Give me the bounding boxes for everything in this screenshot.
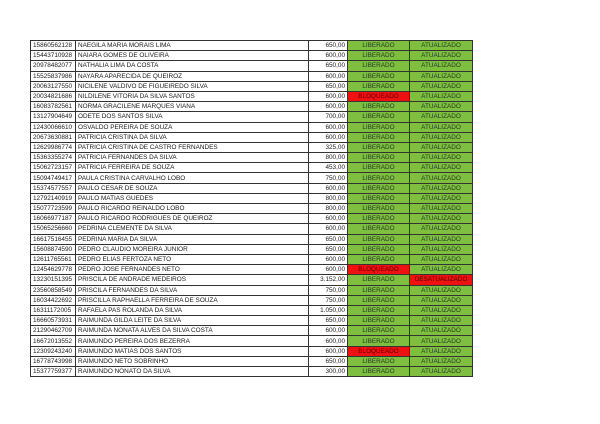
- table-row: [31, 132, 473, 142]
- name-cell[interactable]: NICILENE VALDIVO DE FIGUEIREDO SILVA: [76, 81, 309, 91]
- value-cell[interactable]: 650,00: [309, 81, 348, 91]
- status-cell[interactable]: LIBERADO: [348, 356, 410, 366]
- cpf-cell[interactable]: 15077723599: [31, 204, 76, 214]
- cpf-cell[interactable]: 13230151395: [31, 275, 76, 285]
- value-cell[interactable]: 600,00: [309, 183, 348, 193]
- update-cell[interactable]: ATUALIZADO: [410, 214, 473, 224]
- value-cell[interactable]: 800,00: [309, 204, 348, 214]
- cpf-cell[interactable]: 13127904649: [31, 112, 76, 122]
- status-cell[interactable]: LIBERADO: [348, 173, 410, 183]
- value-cell[interactable]: 453,00: [309, 163, 348, 173]
- table-row: [31, 224, 473, 234]
- name-cell[interactable]: PRISCILLA RAPHAELLA FERREIRA DE SOUZA: [76, 295, 309, 305]
- name-cell[interactable]: PAULO MATIAS GUEDES: [76, 193, 309, 203]
- table-row: [31, 316, 473, 326]
- table-row: [31, 112, 473, 122]
- table-row: [31, 244, 473, 254]
- cpf-cell[interactable]: 15062723157: [31, 163, 76, 173]
- table-row: [31, 326, 473, 336]
- cpf-cell[interactable]: 15608874590: [31, 244, 76, 254]
- update-cell[interactable]: ATUALIZADO: [410, 132, 473, 142]
- update-cell[interactable]: ATUALIZADO: [410, 336, 473, 346]
- update-cell[interactable]: ATUALIZADO: [410, 163, 473, 173]
- value-cell[interactable]: 600,00: [309, 336, 348, 346]
- status-cell[interactable]: LIBERADO: [348, 193, 410, 203]
- value-cell[interactable]: 600,00: [309, 102, 348, 112]
- name-cell[interactable]: PEDRINA MARIA DA SILVA: [76, 234, 309, 244]
- update-cell[interactable]: ATUALIZADO: [410, 142, 473, 152]
- name-cell[interactable]: NILDILENE VITORIA DA SILVA SANTOS: [76, 91, 309, 101]
- update-cell[interactable]: ATUALIZADO: [410, 122, 473, 132]
- name-cell[interactable]: RAIMUNDA GILDA LEITE DA SILVA: [76, 316, 309, 326]
- table-row: [31, 41, 473, 51]
- value-cell[interactable]: 650,00: [309, 61, 348, 71]
- value-cell[interactable]: 600,00: [309, 91, 348, 101]
- value-cell[interactable]: 650,00: [309, 316, 348, 326]
- status-cell[interactable]: BLOQUEADO: [348, 346, 410, 356]
- value-cell[interactable]: 600,00: [309, 214, 348, 224]
- update-cell[interactable]: ATUALIZADO: [410, 224, 473, 234]
- update-cell[interactable]: ATUALIZADO: [410, 265, 473, 275]
- status-cell[interactable]: LIBERADO: [348, 132, 410, 142]
- update-cell[interactable]: ATUALIZADO: [410, 295, 473, 305]
- status-cell[interactable]: LIBERADO: [348, 204, 410, 214]
- cpf-cell[interactable]: 21290462709: [31, 326, 76, 336]
- status-cell[interactable]: LIBERADO: [348, 326, 410, 336]
- table-row: [31, 71, 473, 81]
- table-row: [31, 163, 473, 173]
- cpf-cell[interactable]: 12611765561: [31, 254, 76, 264]
- cpf-cell[interactable]: 20978482077: [31, 61, 76, 71]
- cpf-cell[interactable]: 16311172005: [31, 305, 76, 315]
- value-cell[interactable]: 650,00: [309, 234, 348, 244]
- cpf-cell[interactable]: 15363355274: [31, 153, 76, 163]
- name-cell[interactable]: PATRICIA CRISTINA DE CASTRO FERNANDES: [76, 142, 309, 152]
- update-cell[interactable]: ATUALIZADO: [410, 173, 473, 183]
- value-cell[interactable]: 650,00: [309, 244, 348, 254]
- name-cell[interactable]: PAULO RICARDO RODRIGUES DE QUEIROZ: [76, 214, 309, 224]
- update-cell[interactable]: ATUALIZADO: [410, 41, 473, 51]
- update-cell[interactable]: ATUALIZADO: [410, 51, 473, 61]
- cpf-cell[interactable]: 15860562128: [31, 41, 76, 51]
- table-body: [31, 41, 473, 377]
- cpf-cell[interactable]: 12309243240: [31, 346, 76, 356]
- value-cell[interactable]: 325,00: [309, 142, 348, 152]
- name-cell[interactable]: PEDRO CLAUDIO MOREIRA JUNIOR: [76, 244, 309, 254]
- value-cell[interactable]: 600,00: [309, 51, 348, 61]
- table-row: [31, 81, 473, 91]
- name-cell[interactable]: NAIARA GOMES DE OLIVEIRA: [76, 51, 309, 61]
- update-cell[interactable]: ATUALIZADO: [410, 244, 473, 254]
- name-cell[interactable]: PEDRO ELIAS FERTOZA NETO: [76, 254, 309, 264]
- cpf-cell[interactable]: 12792140919: [31, 193, 76, 203]
- cpf-cell[interactable]: 20034821686: [31, 91, 76, 101]
- value-cell[interactable]: 750,00: [309, 173, 348, 183]
- cpf-cell[interactable]: 15094749417: [31, 173, 76, 183]
- value-cell[interactable]: 700,00: [309, 112, 348, 122]
- status-cell[interactable]: LIBERADO: [348, 336, 410, 346]
- update-cell[interactable]: ATUALIZADO: [410, 81, 473, 91]
- value-cell[interactable]: 750,00: [309, 295, 348, 305]
- update-cell[interactable]: ATUALIZADO: [410, 285, 473, 295]
- name-cell[interactable]: PAULA CRISTINA CARVALHO LOBO: [76, 173, 309, 183]
- update-cell[interactable]: ATUALIZADO: [410, 183, 473, 193]
- update-cell[interactable]: ATUALIZADO: [410, 367, 473, 377]
- cpf-cell[interactable]: 16672013552: [31, 336, 76, 346]
- cpf-cell[interactable]: 16660573931: [31, 316, 76, 326]
- cpf-cell[interactable]: 20063127550: [31, 81, 76, 91]
- value-cell[interactable]: 600,00: [309, 346, 348, 356]
- update-cell[interactable]: ATUALIZADO: [410, 326, 473, 336]
- name-cell[interactable]: RAFAELA PAS ROLANDA DA SILVA: [76, 305, 309, 315]
- update-cell[interactable]: ATUALIZADO: [410, 356, 473, 366]
- status-cell[interactable]: LIBERADO: [348, 153, 410, 163]
- cpf-cell[interactable]: 23560858549: [31, 285, 76, 295]
- table-row: [31, 142, 473, 152]
- cpf-cell[interactable]: 16778743998: [31, 356, 76, 366]
- table-row: [31, 51, 473, 61]
- status-cell[interactable]: LIBERADO: [348, 214, 410, 224]
- name-cell[interactable]: RAIMUNDO NONATO DA SILVA: [76, 367, 309, 377]
- cpf-cell[interactable]: 15374577557: [31, 183, 76, 193]
- table-row: [31, 285, 473, 295]
- table-row: [31, 61, 473, 71]
- cpf-cell[interactable]: 15525837986: [31, 71, 76, 81]
- status-cell[interactable]: LIBERADO: [348, 112, 410, 122]
- update-cell[interactable]: ATUALIZADO: [410, 91, 473, 101]
- status-cell[interactable]: LIBERADO: [348, 224, 410, 234]
- value-cell[interactable]: 650,00: [309, 41, 348, 51]
- update-cell[interactable]: ATUALIZADO: [410, 102, 473, 112]
- table-row: [31, 153, 473, 163]
- table-row: [31, 346, 473, 356]
- status-cell[interactable]: LIBERADO: [348, 122, 410, 132]
- table-row: [31, 193, 473, 203]
- value-cell[interactable]: 750,00: [309, 285, 348, 295]
- value-cell[interactable]: 300,00: [309, 367, 348, 377]
- cpf-cell[interactable]: 12454629778: [31, 265, 76, 275]
- name-cell[interactable]: PEDRINA CLEMENTE DA SILVA: [76, 224, 309, 234]
- table-row: [31, 91, 473, 101]
- table-row: [31, 367, 473, 377]
- name-cell[interactable]: PRISCILA DE ANDRADE MEDEIROS: [76, 275, 309, 285]
- value-cell[interactable]: 600,00: [309, 326, 348, 336]
- value-cell[interactable]: 3.152,00: [309, 275, 348, 285]
- status-cell[interactable]: LIBERADO: [348, 295, 410, 305]
- table-row: [31, 214, 473, 224]
- table-row: [31, 305, 473, 315]
- name-cell[interactable]: RAIMUNDO NETO SOBRINHO: [76, 356, 309, 366]
- name-cell[interactable]: PATRICIA FERNANDES DA SILVA: [76, 153, 309, 163]
- table-row: [31, 265, 473, 275]
- name-cell[interactable]: ODETE DOS SANTOS SILVA: [76, 112, 309, 122]
- status-cell[interactable]: LIBERADO: [348, 244, 410, 254]
- status-cell[interactable]: LIBERADO: [348, 71, 410, 81]
- update-cell[interactable]: ATUALIZADO: [410, 61, 473, 71]
- spreadsheet-table: [30, 40, 473, 377]
- cpf-cell[interactable]: 12430066610: [31, 122, 76, 132]
- name-cell[interactable]: PATRICIA CRISTINA DA SILVA: [76, 132, 309, 142]
- status-cell[interactable]: LIBERADO: [348, 142, 410, 152]
- table-row: [31, 295, 473, 305]
- status-cell[interactable]: BLOQUEADO: [348, 265, 410, 275]
- table-row: [31, 183, 473, 193]
- status-cell[interactable]: LIBERADO: [348, 367, 410, 377]
- value-cell[interactable]: 650,00: [309, 356, 348, 366]
- name-cell[interactable]: NAEGILA MARIA MORAIS LIMA: [76, 41, 309, 51]
- status-cell[interactable]: LIBERADO: [348, 305, 410, 315]
- table-row: [31, 336, 473, 346]
- update-cell[interactable]: ATUALIZADO: [410, 204, 473, 214]
- status-cell[interactable]: LIBERADO: [348, 316, 410, 326]
- update-cell[interactable]: ATUALIZADO: [410, 305, 473, 315]
- name-cell[interactable]: RAIMUNDA NONATA ALVES DA SILVA COSTA: [76, 326, 309, 336]
- update-cell[interactable]: ATUALIZADO: [410, 193, 473, 203]
- status-cell[interactable]: LIBERADO: [348, 254, 410, 264]
- table-row: [31, 356, 473, 366]
- value-cell[interactable]: 600,00: [309, 122, 348, 132]
- value-cell[interactable]: 600,00: [309, 254, 348, 264]
- name-cell[interactable]: RAIMUNDO MATIAS DOS SANTOS: [76, 346, 309, 356]
- table-row: [31, 275, 473, 285]
- status-cell[interactable]: LIBERADO: [348, 61, 410, 71]
- status-cell[interactable]: LIBERADO: [348, 234, 410, 244]
- cpf-cell[interactable]: 16066977187: [31, 214, 76, 224]
- update-cell[interactable]: ATUALIZADO: [410, 316, 473, 326]
- value-cell[interactable]: 600,00: [309, 224, 348, 234]
- cpf-cell[interactable]: 16034422692: [31, 295, 76, 305]
- status-cell[interactable]: LIBERADO: [348, 102, 410, 112]
- table-row: [31, 173, 473, 183]
- status-cell[interactable]: LIBERADO: [348, 285, 410, 295]
- status-cell[interactable]: LIBERADO: [348, 81, 410, 91]
- update-cell[interactable]: ATUALIZADO: [410, 234, 473, 244]
- table-row: [31, 102, 473, 112]
- status-cell[interactable]: BLOQUEADO: [348, 91, 410, 101]
- table-row: [31, 122, 473, 132]
- name-cell[interactable]: PAULO RICARDO REINALDO LOBO: [76, 204, 309, 214]
- value-cell[interactable]: 600,00: [309, 132, 348, 142]
- value-cell[interactable]: 600,00: [309, 71, 348, 81]
- table-row: [31, 254, 473, 264]
- status-cell[interactable]: LIBERADO: [348, 41, 410, 51]
- status-cell[interactable]: LIBERADO: [348, 275, 410, 285]
- name-cell[interactable]: PAULO CESAR DE SOUZA: [76, 183, 309, 193]
- update-cell[interactable]: ATUALIZADO: [410, 112, 473, 122]
- value-cell[interactable]: 1.050,00: [309, 305, 348, 315]
- value-cell[interactable]: 800,00: [309, 153, 348, 163]
- update-cell[interactable]: ATUALIZADO: [410, 254, 473, 264]
- name-cell[interactable]: NAYARA APARECIDA DE QUEIROZ: [76, 71, 309, 81]
- cpf-cell[interactable]: 15443710928: [31, 51, 76, 61]
- cpf-cell[interactable]: 12629986774: [31, 142, 76, 152]
- value-cell[interactable]: 600,00: [309, 265, 348, 275]
- name-cell[interactable]: RAIMUNDO PEREIRA DOS BEZERRA: [76, 336, 309, 346]
- table-row: [31, 234, 473, 244]
- cpf-cell[interactable]: 16617516455: [31, 234, 76, 244]
- name-cell[interactable]: OSVALDO PEREIRA DE SOUZA: [76, 122, 309, 132]
- name-cell[interactable]: NORMA GRACILENE MARQUES VIANA: [76, 102, 309, 112]
- cpf-cell[interactable]: 16083782561: [31, 102, 76, 112]
- update-cell[interactable]: ATUALIZADO: [410, 71, 473, 81]
- cpf-cell[interactable]: 20673630881: [31, 132, 76, 142]
- name-cell[interactable]: PEDRO JOSE FERNANDES NETO: [76, 265, 309, 275]
- name-cell[interactable]: PRISCILA FERNANDES DA SILVA: [76, 285, 309, 295]
- value-cell[interactable]: 800,00: [309, 193, 348, 203]
- status-cell[interactable]: LIBERADO: [348, 51, 410, 61]
- cpf-cell[interactable]: 15065256660: [31, 224, 76, 234]
- status-cell[interactable]: LIBERADO: [348, 163, 410, 173]
- update-cell[interactable]: DESATUALIZADO: [410, 275, 473, 285]
- update-cell[interactable]: ATUALIZADO: [410, 346, 473, 356]
- table-row: [31, 204, 473, 214]
- cpf-cell[interactable]: 15377759377: [31, 367, 76, 377]
- name-cell[interactable]: NATHALIA LIMA DA COSTA: [76, 61, 309, 71]
- status-cell[interactable]: LIBERADO: [348, 183, 410, 193]
- name-cell[interactable]: PATRICIA FERREIRA DE SOUZA: [76, 163, 309, 173]
- update-cell[interactable]: ATUALIZADO: [410, 153, 473, 163]
